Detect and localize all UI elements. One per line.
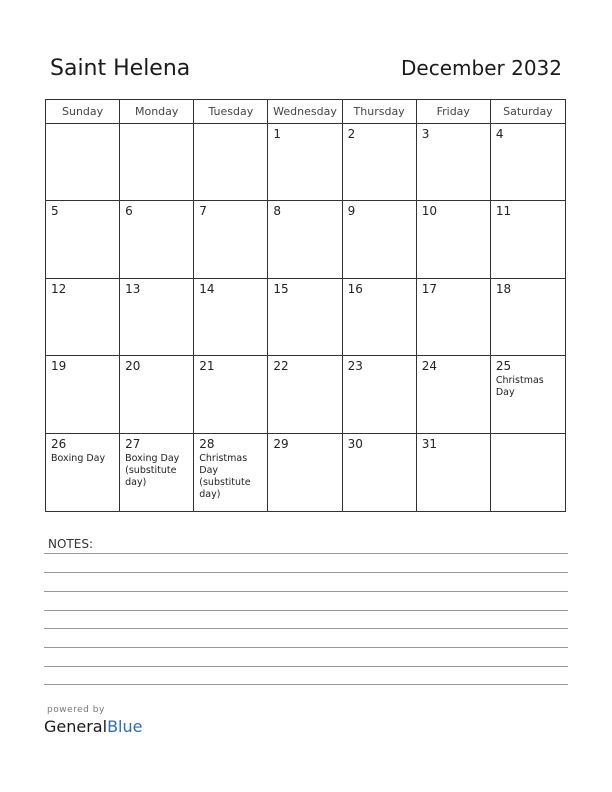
day-cell-24 xyxy=(417,356,491,433)
day-cell-10 xyxy=(417,201,491,278)
day-number: 18 xyxy=(495,281,512,296)
note-line xyxy=(44,591,568,592)
holiday-label: Boxing Day xyxy=(51,452,106,464)
day-cell-14 xyxy=(194,279,268,356)
empty-day-cell xyxy=(491,434,565,511)
holiday-label: Christmas Day (substitute day) xyxy=(199,452,251,500)
day-cell-7 xyxy=(194,201,268,278)
day-number: 19 xyxy=(51,359,67,374)
note-line xyxy=(44,610,568,611)
day-number: 5 xyxy=(51,204,59,219)
day-cell-18 xyxy=(491,279,565,356)
day-cell-8 xyxy=(268,201,342,278)
weekday-header-saturday: Saturday xyxy=(491,100,565,124)
note-line xyxy=(44,553,568,554)
day-number: 16 xyxy=(347,281,363,296)
holiday-label: Boxing Day (substitute day) xyxy=(125,452,180,488)
day-cell-12 xyxy=(46,279,120,356)
day-number: 23 xyxy=(347,359,363,374)
day-number: 30 xyxy=(347,436,363,451)
day-cell-15 xyxy=(268,279,342,356)
day-number: 6 xyxy=(125,204,133,219)
day-number: 13 xyxy=(125,281,141,296)
brand-blue: Blue xyxy=(107,717,143,736)
day-cell-2 xyxy=(343,124,417,201)
note-line xyxy=(44,628,568,629)
day-number: 26 xyxy=(51,436,67,451)
powered-by-text: powered by xyxy=(47,705,105,715)
day-number: 14 xyxy=(199,281,215,296)
day-number: 25 xyxy=(495,359,512,374)
day-cell-5 xyxy=(46,201,120,278)
day-number: 8 xyxy=(273,204,282,219)
day-cell-19 xyxy=(46,356,120,433)
weekday-header-monday: Monday xyxy=(120,100,194,124)
day-cell-13 xyxy=(120,279,194,356)
day-cell-20 xyxy=(120,356,194,433)
day-number: 11 xyxy=(495,204,512,219)
day-cell-9 xyxy=(343,201,417,278)
day-number: 27 xyxy=(125,436,141,451)
note-line xyxy=(44,684,568,685)
day-number: 22 xyxy=(273,359,289,374)
day-number: 24 xyxy=(421,359,437,374)
notes-label: NOTES: xyxy=(48,537,93,551)
day-cell-23 xyxy=(343,356,417,433)
day-cell-28 xyxy=(194,434,268,511)
weekday-header-tuesday: Tuesday xyxy=(194,100,268,124)
day-cell-25 xyxy=(491,356,565,433)
empty-day-cell xyxy=(46,124,120,201)
day-cell-29 xyxy=(268,434,342,511)
day-cell-30 xyxy=(343,434,417,511)
holiday-label: Christmas Day xyxy=(495,375,544,399)
day-number: 17 xyxy=(421,281,437,296)
empty-day-cell xyxy=(120,124,194,201)
month-year-label: December 2032 xyxy=(401,56,562,80)
day-number: 15 xyxy=(273,281,289,296)
day-number: 1 xyxy=(273,127,282,141)
day-cell-6 xyxy=(120,201,194,278)
day-cell-3 xyxy=(417,124,491,201)
weekday-header-thursday: Thursday xyxy=(343,100,417,124)
day-number: 21 xyxy=(199,359,215,374)
weekday-header-wednesday: Wednesday xyxy=(268,100,342,124)
day-number: 28 xyxy=(199,436,215,451)
day-number: 10 xyxy=(421,204,437,219)
day-cell-11 xyxy=(491,201,565,278)
note-line xyxy=(44,666,568,667)
brand-general: General xyxy=(44,717,108,736)
day-cell-26 xyxy=(46,434,120,511)
empty-day-cell xyxy=(194,124,268,201)
weekday-header-friday: Friday xyxy=(417,100,491,124)
day-number: 29 xyxy=(273,436,289,451)
page-title: Saint Helena xyxy=(50,56,191,81)
day-number: 20 xyxy=(125,359,141,374)
day-number: 12 xyxy=(51,281,67,296)
note-line xyxy=(44,572,568,573)
weekday-header-sunday: Sunday xyxy=(46,100,120,124)
note-line xyxy=(44,647,568,648)
brand-logo[interactable] xyxy=(44,717,142,736)
day-number: 3 xyxy=(421,127,430,141)
day-number: 7 xyxy=(199,204,207,219)
day-cell-22 xyxy=(268,356,342,433)
day-cell-27 xyxy=(120,434,194,511)
day-cell-16 xyxy=(343,279,417,356)
day-cell-31 xyxy=(417,434,491,511)
day-cell-4 xyxy=(491,124,565,201)
day-number: 4 xyxy=(495,127,504,141)
day-number: 31 xyxy=(421,436,437,451)
day-cell-21 xyxy=(194,356,268,433)
day-number: 2 xyxy=(347,127,356,141)
calendar-grid xyxy=(45,99,566,512)
day-cell-17 xyxy=(417,279,491,356)
day-cell-1 xyxy=(268,124,342,201)
day-number: 9 xyxy=(347,204,356,219)
